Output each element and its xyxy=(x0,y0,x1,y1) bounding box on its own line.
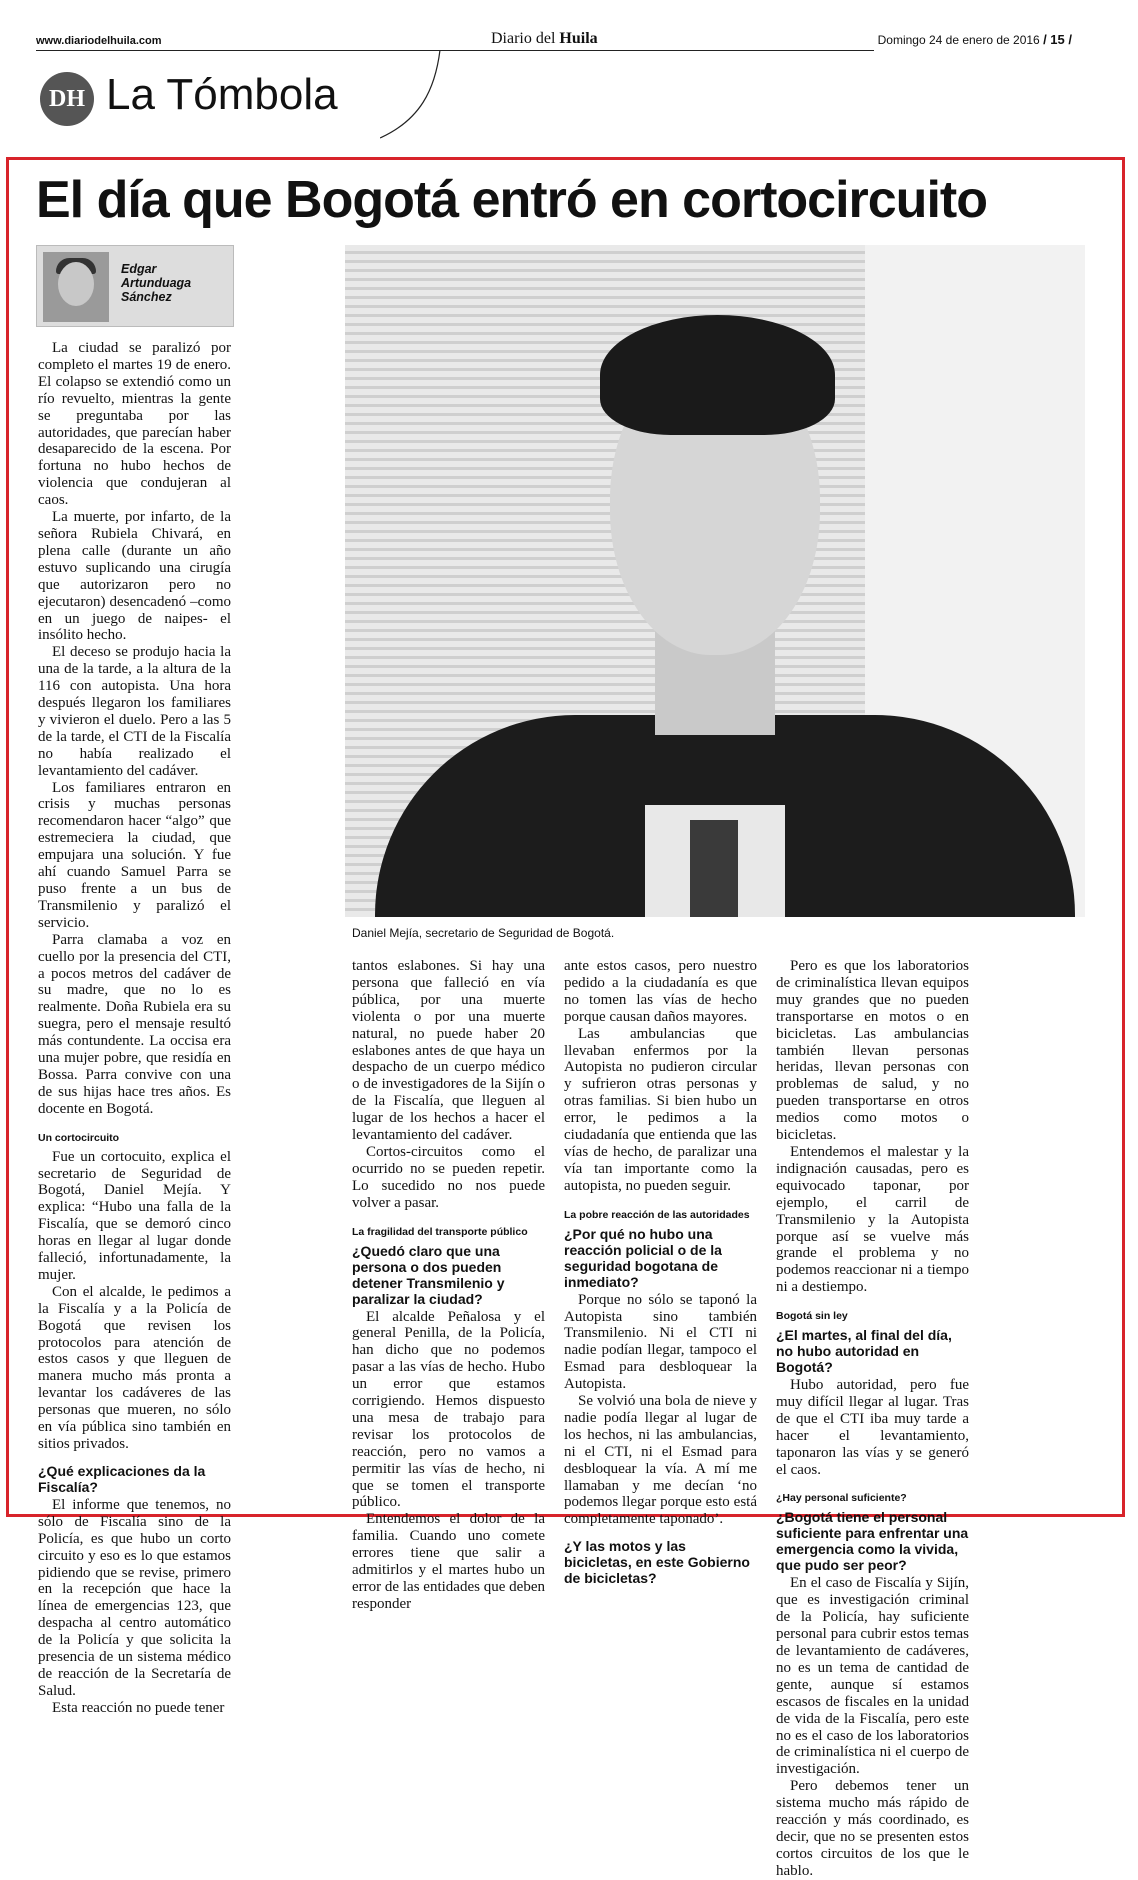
paragraph: El alcalde Peñalosa y el general Penilla, de la Policía, han dicho que no podemos pasar a las vías de hecho. Hubo un error que estamos corrigiendo. Hemos dispuesto una mesa de trabajo para revisar los protocolos de reacción, pero no vamos a permitir las vías de hecho, ni que se tomen el transporte público. xyxy=(352,1308,545,1511)
subheading: La fragilidad del transporte público xyxy=(352,1225,528,1238)
photo-caption: Daniel Mejía, secretario de Seguridad de Bogotá. xyxy=(352,926,615,940)
author-portrait xyxy=(43,252,109,322)
article-column-1 xyxy=(38,340,231,1717)
subheading: Bogotá sin ley xyxy=(776,1310,848,1323)
newspaper-name xyxy=(491,30,598,48)
interview-question: ¿Quedó claro que una persona o dos pueden detener Transmilenio y paralizar la ciudad? xyxy=(352,1242,505,1307)
page-number: / 15 / xyxy=(1043,32,1072,47)
site-url[interactable]: www.diariodelhuila.com xyxy=(36,35,162,47)
author-last-name-2: Sánchez xyxy=(121,290,172,304)
article-column-2 xyxy=(352,958,545,1613)
newspaper-name-b: Huila xyxy=(559,30,598,47)
paragraph: Porque no sólo se taponó la Autopista sino también Transmilenio. Ni el CTI ni nadie podían llegar, tampoco el Esmad para desbloquear la Autopista. xyxy=(564,1291,757,1393)
paragraph: La ciudad se paralizó por completo el martes 19 de enero. El colapso se extendió como un río revuelto, mientras la gente se preguntaba por las autoridades, que parecían haber desaparecido de la escena. Por fortuna no hubo hechos de violencia que condujeran al caos. xyxy=(38,340,231,509)
paragraph: Se volvió una bola de nieve y nadie podía llegar al lugar de los hechos, ni las ambulancias, ni el CTI, ni el Esmad para desbloquear la vía. A mí me llamaban y me decían ‘no podemos llegar porque esto está completamente taponado’. xyxy=(564,1393,757,1528)
article-headline: El día que Bogotá entró en cortocircuito xyxy=(36,171,987,229)
paragraph: Hubo autoridad, pero fue muy difícil llegar al lugar. Tras de que el CTI iba muy tarde a hacer el levantamiento, taponaron las vías y se generó el caos. xyxy=(776,1377,969,1478)
section-title: La Tómbola xyxy=(106,70,338,119)
date: Domingo 24 de enero de 2016 xyxy=(877,33,1040,47)
interview-question: ¿Qué explicaciones da la Fiscalía? xyxy=(38,1462,206,1495)
paragraph: Entendemos el dolor de la familia. Cuando uno comete errores tiene que salir a admitirlos y el martes hubo un error de las entidades que deben responder xyxy=(352,1511,545,1612)
paragraph: El informe que tenemos, no sólo de Fiscalía sino de la Policía, es que hubo un corto circuito y eso es lo que estamos pidiendo que se revise, primero en la recepción que hace la línea de emergencias 123, que despacha al centro automático de la Policía y que solicita la presencia de un sistema médico de reacción de la Secretaría de Salud. xyxy=(38,1496,231,1699)
paragraph: Parra clamaba a voz en cuello por la presencia del CTI, a pocos metros del cadáver de su madre, que no lo es realmente. Doña Rubiela era su suegra, pero el mensaje resultó más contundente. La occisa era una mujer pobre, que residía en Bossa. Parra convive con una de sus hijas hace tres años. Es docente en Bogotá. xyxy=(38,931,231,1117)
interview-question: ¿Y las motos y las bicicletas, en este Gobierno de bicicletas? xyxy=(564,1538,750,1587)
header-rule xyxy=(36,50,874,51)
subheading: Un cortocircuito xyxy=(38,1131,120,1144)
subheading: La pobre reacción de las autoridades xyxy=(564,1208,750,1221)
paragraph: Entendemos el malestar y la indignación causadas, pero es equivocado taponar, por ejemplo, el carril de Transmilenio y la Autopista porque así se vuelve más grande el problema y no podemos reaccionar ni a tiempo ni a destiempo. xyxy=(776,1143,969,1296)
article-photo xyxy=(345,245,1085,917)
paragraph: Con el alcalde, le pedimos a la Fiscalía y a la Policía de Bogotá que revisen los protocolos para atención de estos casos y que lleguen de manera mucho más pronta a levantar los cadáveres de las personas que mueren, no sólo en vía pública sino también en sitios privados. xyxy=(38,1283,231,1452)
paragraph: Pero debemos tener un sistema mucho más rápido de reacción y más coordinado, es decir, que no se presenten estos cortos circuitos de los que le hablo. xyxy=(776,1778,969,1879)
paragraph: En el caso de Fiscalía y Sijín, que es investigación criminal de la Policía, hay suficiente personal para cubrir estos temas de levantamiento de cadáveres, no es un tema de cantidad de gente, aunque sí estamos escasos de fiscales en la unidad de vida de la Fiscalía, pero este no es el caso de los laboratorios de criminalística ni el cuerpo de investigación. xyxy=(776,1575,969,1778)
paragraph: ante estos casos, pero nuestro pedido a la ciudadanía es que no tomen las vías de hecho porque causan daños mayores. xyxy=(564,958,757,1025)
page-header xyxy=(36,30,1072,50)
paragraph: Cortos-circuitos como el ocurrido no se pueden repetir. Lo sucedido no nos puede volver a pasar. xyxy=(352,1143,545,1211)
paragraph: tantos eslabones. Si hay una persona que falleció en vía pública, por una muerte violenta o por una muerte natural, no puede haber 20 eslabones antes de que haya un despacho de un cuerpo médico o de investigadores de la Sijín o de la Fiscalía, que lleguen al lugar de los hechos a hacer el levantamiento del cadáver. xyxy=(352,958,545,1144)
decorative-curve-icon xyxy=(380,50,450,140)
interview-question: ¿Bogotá tiene el personal suficiente para enfrentar una emergencia como la vivida, que pudo ser peor? xyxy=(776,1509,969,1574)
paragraph: Las ambulancias que llevaban enfermos por la Autopista no pudieron circular y sufrieron otras personas y otras familias. Si bien hubo un error, le pedimos a la ciudadanía que entienda que las vías de hecho, de paralizar una vía tan importante como la autopista, no pueden seguir. xyxy=(564,1025,757,1194)
paragraph: Los familiares entraron en crisis y muchas personas recomendaron hacer “algo” que estremeciera la ciudad, que empujara una solución. Y fue ahí cuando Samuel Parra se puso frente a un bus de Transmilenio y paralizó el servicio. xyxy=(38,779,231,931)
article-column-4 xyxy=(776,958,969,1880)
author-last-name-1: Artunduaga xyxy=(121,276,192,290)
article-column-3 xyxy=(564,958,757,1588)
dh-logo-icon: DH xyxy=(40,72,94,126)
paragraph: El deceso se produjo hacia la una de la tarde, a la altura de la 116 con autopista. Una hora después llegaron los familiares y vivieron el duelo. Pero a las 5 de la tarde, el CTI de la Fiscalía no había realizado el levantamiento del cadáver. xyxy=(38,644,231,779)
paragraph: Esta reacción no puede tener xyxy=(52,1699,225,1716)
newspaper-name-a: Diario del xyxy=(491,30,556,47)
interview-question: ¿El martes, al final del día, no hubo autoridad en Bogotá? xyxy=(776,1327,952,1376)
paragraph: La muerte, por infarto, de la señora Rubiela Chivará, en plena calle (durante un año estuvo suplicando una cirugía que autorizaron pero no ejecutaron) desencadenó –como en un juego de naipes- el insólito hecho. xyxy=(38,509,231,644)
author-name xyxy=(121,262,231,304)
interview-question: ¿Por qué no hubo una reacción policial o de la seguridad bogotana de inmediato? xyxy=(564,1225,722,1290)
paragraph: Pero es que los laboratorios de criminalística llevan equipos muy grandes que no pueden transportarse en motos o en bicicletas. Las ambulancias también llevan personas heridas, llevan personas con problemas de salud, y no pueden transportarse en otros medios como motos o bicicletas. xyxy=(776,958,969,1144)
paragraph: Fue un cortocuito, explica el secretario de Seguridad de Bogotá, Daniel Mejía. Y explica: “Hubo una falla de la Fiscalía, que se demoró cinco horas en llegar al lugar donde falleció, infortunadamente, la mujer. xyxy=(38,1148,231,1283)
dateline xyxy=(878,32,1072,47)
author-first-name: Edgar xyxy=(121,262,157,276)
byline xyxy=(36,245,234,327)
subheading: ¿Hay personal suficiente? xyxy=(776,1492,907,1505)
